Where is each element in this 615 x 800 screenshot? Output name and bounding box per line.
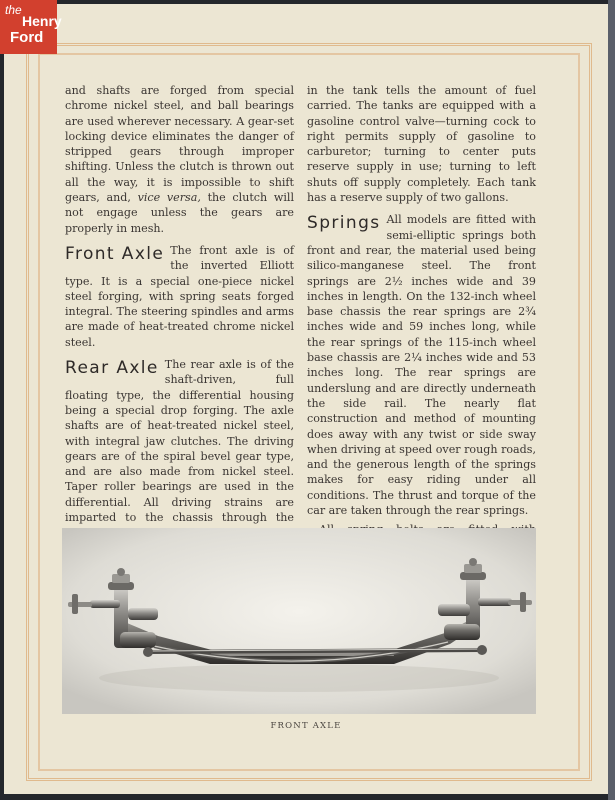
right-column [307, 83, 536, 553]
springs-heading: Springs [307, 213, 381, 234]
left-intro-paragraph: and shafts are forged from special chrome nickel steel, and ball bearings are used wherever necessary. A gear-set locking device eliminates the danger of stripped gears through improper shifting. Unless the clutch is thrown out all the way, it is impossible to shift gears, and, vice versa, the clutch will not engage unless the gears are properly in mesh. [65, 84, 294, 235]
springs-section [307, 212, 536, 518]
right-intro-paragraph: in the tank tells the amount of fuel carried. The tanks are equipped with a gasoline control valve—turning cock to right permits supply of gasoline to carburetor; turning to center puts reserve supply in use; turning to left shuts off supply completely. Each tank has a reserve supply of two gallons. [307, 84, 536, 205]
front-axle-photo [62, 528, 536, 714]
henry-ford-logo[interactable]: the Henry Ford [0, 0, 57, 54]
rear-axle-section [65, 357, 294, 541]
front-axle-heading: Front Axle [65, 243, 165, 264]
front-axle-section [65, 243, 294, 350]
front-axle-text: The front axle is of the inverted Elliott type. It is a special one-piece nickel steel forging, with spring seats forged integral. The steering spindles and arms are made of heat-treated chrome nickel steel. [65, 243, 294, 349]
springs-text: All models are fitted with semi-elliptic springs both front and rear, the material used being silico-manganese steel. The front springs are 2½ inches wide and 39 inches in length. On the 132-inch wheel base chassis the rear springs are 2¾ inches wide and 59 inches long, while the rear springs of the 115-inch wheel base chassis are 2¼ inches wide and 53 inches long. The rear springs are underslung and are directly underneath the side rail. The nearly flat construction and method of mounting does away with any twist or side sway when driving at speed over rough roads, and the generous length of the springs makes for easy riding under all conditions. The thrust and torque of the car are taken through the rear springs. [307, 213, 536, 518]
rear-axle-heading: Rear Axle [65, 358, 159, 379]
page-edge [608, 0, 615, 800]
rear-axle-text: The rear axle is of the shaft-driven, full floating type, the differential housing being a special drop forging. The axle shafts are of heat-treated nickel steel, with integral jaw clutches. The driving gears are of the spiral bevel gear type, and are also made from nickel steel. Taper roller bearings are used in the differential. All driving strains are imparted to the chassis through the [65, 358, 294, 525]
figure-caption: FRONT AXLE [270, 721, 342, 731]
left-column [65, 83, 294, 594]
catalog-page [4, 4, 608, 794]
